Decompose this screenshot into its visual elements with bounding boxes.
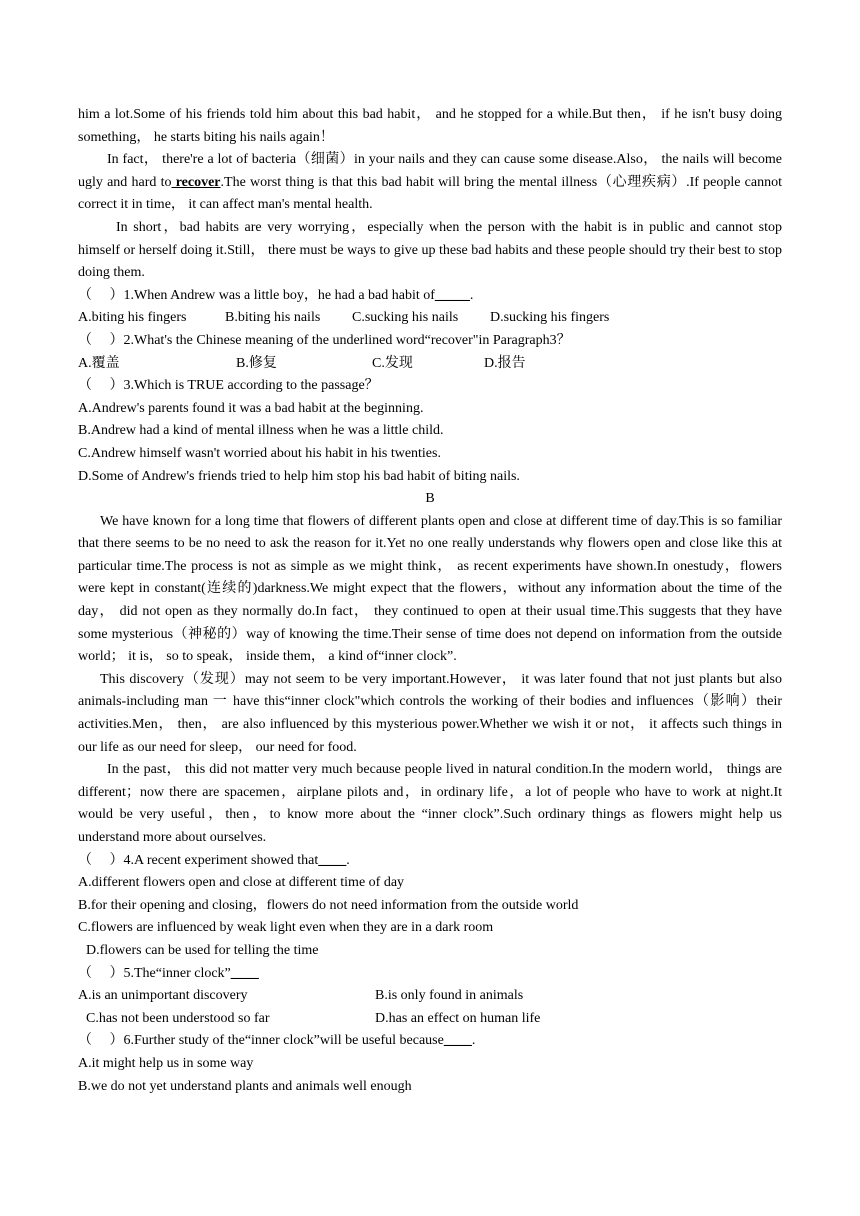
option-a: A.it might help us in some way — [78, 1055, 254, 1071]
answer-blank: _____ — [434, 287, 470, 303]
question-2-options — [78, 353, 782, 376]
question-5-options-row-2 — [78, 1008, 782, 1031]
option-d: D.has an effect on human life — [375, 1010, 541, 1026]
option-a: A.different flowers open and close at different time of day — [78, 875, 405, 891]
paragraph-text: In fact， there're a lot of bacteria（细菌）in your nails and they can cause some disease.Also， the nails will become ugly and hard to — [78, 152, 782, 190]
question-text: . — [469, 287, 474, 303]
passage-a-paragraph: In short，bad habits are very worrying，especially when the person with the habit is in public and cannot stop himself or herself doing it.Still， there must be ways to give up these bad habits and these people should try their best to stop doing them. — [78, 219, 782, 281]
option-d: D.报告 — [484, 355, 526, 371]
question-text: . — [471, 1033, 476, 1049]
option-a: A.Andrew's parents found it was a bad habit at the beginning. — [78, 400, 424, 416]
passage-a-paragraph — [78, 149, 782, 217]
question-5-stem — [78, 963, 782, 986]
option-b: B.修复 — [236, 355, 277, 371]
answer-blank: ____ — [318, 852, 347, 868]
option-d: D.Some of Andrew's friends tried to help him stop his bad habit of biting nails. — [78, 468, 520, 484]
option-b: B.we do not yet understand plants and animals well enough — [78, 1078, 412, 1094]
question-text: （ ）4.A recent experiment showed that — [78, 852, 319, 868]
option-b: B.for their opening and closing，flowers do not need information from the outside world — [78, 897, 579, 913]
answer-blank: ____ — [443, 1033, 472, 1049]
passage-b-paragraph: This discovery（发现）may not seem to be very important.However， it was later found that not just plants but also animals-including man 一 have this“inner clock"which controls the working of their bodies and influences（影响）their activities.Men， then， are also influenced by this mysterious power.Whether we wish it or not， it affects such things in our life as our need for sleep， our need for food. — [78, 671, 782, 755]
question-text: . — [346, 852, 350, 868]
passage-a-paragraph: him a lot.Some of his friends told him about this bad habit， and he stopped for a while.But then， if he isn't busy doing something， he starts biting his nails again！ — [78, 107, 782, 145]
option-a: A.is an unimportant discovery — [78, 988, 248, 1004]
option-b: B.biting his nails — [225, 310, 321, 326]
paragraph-text: .The worst thing is that this bad habit will bring the mental illness（心理疾病）.If people cannot correct it in time， it can affect man's mental health. — [78, 174, 782, 213]
option-a: A.覆盖 — [78, 355, 120, 371]
option-c: C.has not been understood so far — [86, 1010, 270, 1026]
question-text: （ ）6.Further study of the“inner clock”will be useful because — [78, 1033, 444, 1049]
option-d: D.flowers can be used for telling the time — [86, 942, 319, 958]
question-5-options-row-1 — [78, 985, 782, 1008]
question-4-stem — [78, 850, 782, 873]
question-2-stem: （ ）2.What's the Chinese meaning of the underlined word“recover"in Paragraph3？ — [78, 332, 571, 348]
option-b: B.Andrew had a kind of mental illness when he was a little child. — [78, 423, 444, 439]
section-b-title: B — [425, 491, 435, 507]
document-page — [78, 104, 782, 1098]
passage-b-paragraph: We have known for a long time that flowers of different plants open and close at different time of day.This is so familiar that there seems to be no need to ask the reason for it.Yet no one really understands why flowers open and close like this at particular time.The process is not as simple as we might think， as recent experiments have shown.In onestudy，flowers were kept in constant(连续的)darkness.We might expect that the flowers，without any information about the time of the day， did not open as they normally do.In fact， they continued to open at their usual time.This suggests that they have some mysterious（神秘的）way of knowing the time.Their sense of time does not depend on information from the outside world； it is， so to speak， inside them， a kind of“inner clock”. — [78, 513, 782, 665]
passage-b-paragraph: In the past， this did not matter very much because people lived in natural condition.In the modern world， things are different；now there are spacemen，airplane pilots and，in ordinary life，a lot of people who have to work at night.It would be very useful，then，to know more about the “inner clock”.Such ordinary things as flowers might help us understand more about ourselves. — [78, 762, 782, 845]
option-c: C.Andrew himself wasn't worried about his habit in his twenties. — [78, 445, 441, 461]
option-b: B.is only found in animals — [375, 988, 524, 1004]
question-text: （ ）1.When Andrew was a little boy，he had a bad habit of — [78, 287, 435, 303]
underlined-word-recover: recover — [171, 174, 221, 190]
option-d: D.sucking his fingers — [490, 310, 610, 326]
question-3-stem: （ ）3.Which is TRUE according to the passage？ — [78, 378, 379, 394]
option-c: C.flowers are influenced by weak light even when they are in a dark room — [78, 920, 494, 936]
option-c: C.发现 — [372, 355, 413, 371]
option-c: C.sucking his nails — [352, 310, 459, 326]
question-6-stem — [78, 1030, 782, 1053]
option-a: A.biting his fingers — [78, 310, 187, 326]
question-text: （ ）5.The“inner clock” — [78, 965, 231, 981]
question-1-stem — [78, 285, 782, 308]
answer-blank: ____ — [230, 965, 259, 981]
question-1-options — [78, 307, 782, 330]
